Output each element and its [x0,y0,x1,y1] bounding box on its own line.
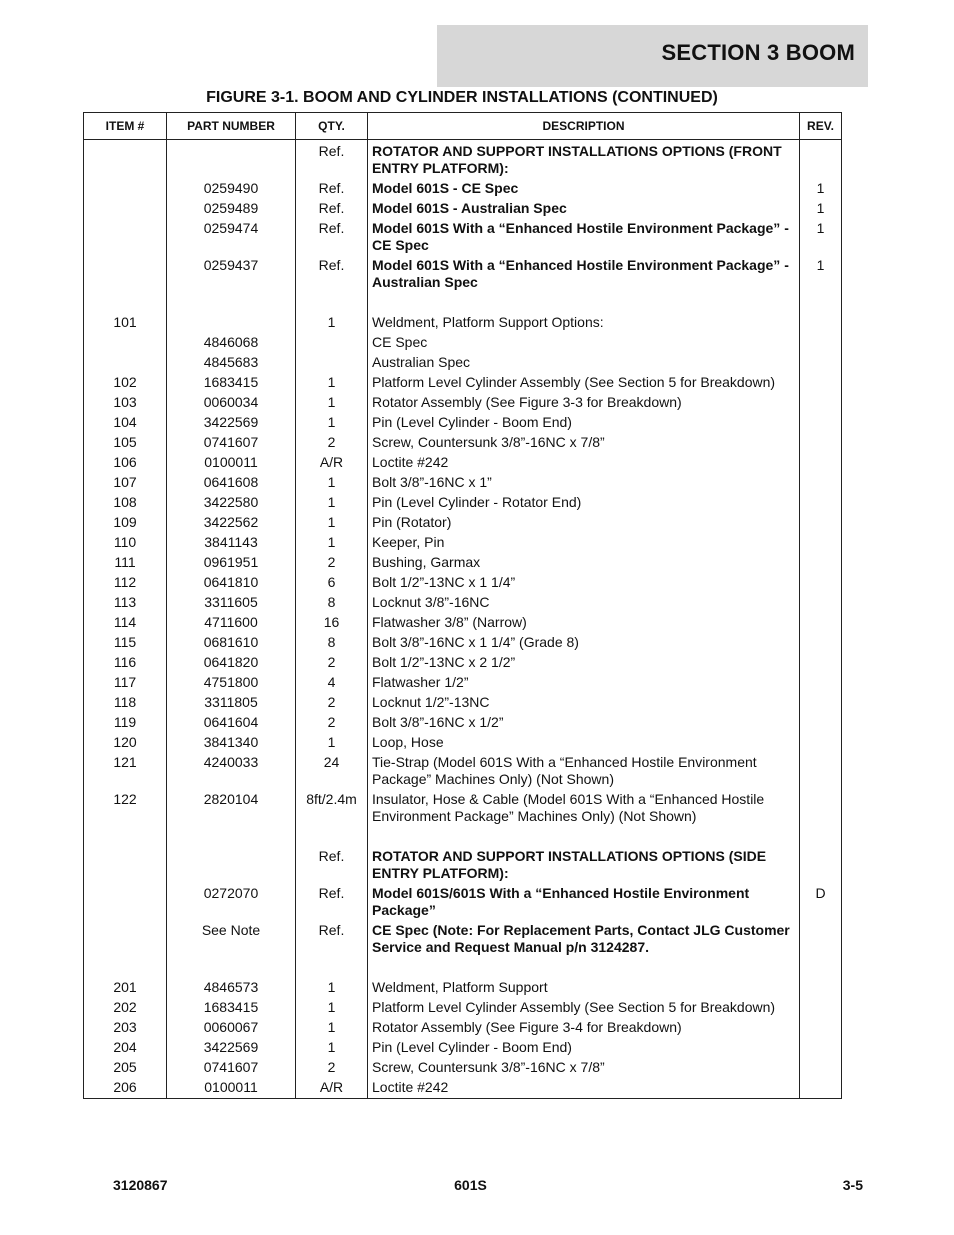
rev-cell [800,493,842,513]
col-header-qty: QTY. [296,113,368,140]
part-number-cell: 0641810 [167,573,296,593]
rev-cell [800,693,842,713]
description-cell: Model 601S With a “Enhanced Hostile Environment Package” - Australian Spec [368,256,800,293]
part-number-cell: 0100011 [167,453,296,473]
part-number-cell: 0641820 [167,653,296,673]
rev-cell [800,1078,842,1099]
qty-cell: 2 [296,433,368,453]
description-cell: Rotator Assembly (See Figure 3-3 for Breakdown) [368,393,800,413]
part-number-cell: 4240033 [167,753,296,790]
item-cell [84,884,167,921]
qty-cell: A/R [296,453,368,473]
table-row [84,140,842,180]
part-number-cell [167,827,296,847]
description-cell: Model 601S With a “Enhanced Hostile Environment Package” - CE Spec [368,219,800,256]
table-row [84,633,842,653]
rev-cell [800,653,842,673]
col-header-part-number: PART NUMBER [167,113,296,140]
table-row [84,333,842,353]
part-number-cell: 3422580 [167,493,296,513]
qty-cell: 1 [296,998,368,1018]
part-number-cell: 4845683 [167,353,296,373]
description-cell: Weldment, Platform Support Options: [368,313,800,333]
table-row [84,573,842,593]
table-row [84,313,842,333]
rev-cell [800,753,842,790]
description-cell: CE Spec (Note: For Replacement Parts, Contact JLG Customer Service and Request Manual p/n 3124287. [368,921,800,958]
description-cell: Insulator, Hose & Cable (Model 601S With a “Enhanced Hostile Environment Package” Machines Only) (Not Shown) [368,790,800,827]
table-header-row [84,113,842,140]
table-row [84,753,842,790]
qty-cell: 1 [296,733,368,753]
description-cell: Locknut 3/8”-16NC [368,593,800,613]
col-header-rev: REV. [800,113,842,140]
table-row [84,673,842,693]
item-cell: 104 [84,413,167,433]
qty-cell: Ref. [296,219,368,256]
rev-cell: 1 [800,219,842,256]
table-row [84,256,842,293]
table-row [84,733,842,753]
table-row [84,493,842,513]
item-cell: 122 [84,790,167,827]
rev-cell: 1 [800,199,842,219]
item-cell: 114 [84,613,167,633]
item-cell [84,199,167,219]
item-cell: 117 [84,673,167,693]
description-cell: Pin (Level Cylinder - Rotator End) [368,493,800,513]
description-cell [368,293,800,313]
item-cell: 203 [84,1018,167,1038]
table-row [84,847,842,884]
table-row [84,1038,842,1058]
rev-cell [800,573,842,593]
table-row [84,373,842,393]
rev-cell [800,333,842,353]
description-cell: Bolt 1/2”-13NC x 1 1/4” [368,573,800,593]
qty-cell: Ref. [296,179,368,199]
qty-cell: Ref. [296,884,368,921]
qty-cell: 1 [296,493,368,513]
rev-cell [800,633,842,653]
rev-cell [800,1058,842,1078]
qty-cell [296,333,368,353]
rev-cell: 1 [800,179,842,199]
qty-cell: 6 [296,573,368,593]
table-row [84,453,842,473]
part-number-cell: 0641604 [167,713,296,733]
rev-cell [800,1038,842,1058]
rev-cell [800,998,842,1018]
description-cell: Pin (Rotator) [368,513,800,533]
part-number-cell: 0961951 [167,553,296,573]
description-cell: Model 601S/601S With a “Enhanced Hostile Environment Package” [368,884,800,921]
rev-cell [800,958,842,978]
item-cell: 111 [84,553,167,573]
rev-cell [800,553,842,573]
part-number-cell: 3422569 [167,1038,296,1058]
part-number-cell: 3311805 [167,693,296,713]
part-number-cell [167,140,296,180]
qty-cell: Ref. [296,140,368,180]
rev-cell [800,433,842,453]
table-row [84,353,842,373]
description-cell: Flatwasher 3/8” (Narrow) [368,613,800,633]
table-row [84,513,842,533]
description-cell: Australian Spec [368,353,800,373]
item-cell: 102 [84,373,167,393]
table-row [84,827,842,847]
part-number-cell: 0259490 [167,179,296,199]
col-header-description: DESCRIPTION [368,113,800,140]
table-row [84,179,842,199]
item-cell: 113 [84,593,167,613]
item-cell [84,293,167,313]
part-number-cell: 4711600 [167,613,296,633]
rev-cell [800,1018,842,1038]
table-row [84,613,842,633]
part-number-cell: 1683415 [167,998,296,1018]
table-row [84,473,842,493]
rev-cell [800,473,842,493]
rev-cell [800,673,842,693]
rev-cell [800,921,842,958]
rev-cell [800,790,842,827]
part-number-cell: 0060067 [167,1018,296,1038]
qty-cell: 4 [296,673,368,693]
rev-cell [800,713,842,733]
table-row [84,921,842,958]
rev-cell [800,313,842,333]
part-number-cell: 0259474 [167,219,296,256]
part-number-cell [167,847,296,884]
rev-cell [800,140,842,180]
item-cell [84,219,167,256]
rev-cell [800,413,842,433]
qty-cell [296,958,368,978]
item-cell: 121 [84,753,167,790]
table-row [84,1078,842,1099]
qty-cell: 2 [296,1058,368,1078]
item-cell: 108 [84,493,167,513]
item-cell: 118 [84,693,167,713]
qty-cell: 24 [296,753,368,790]
item-cell [84,958,167,978]
table-row [84,978,842,998]
qty-cell: 1 [296,373,368,393]
description-cell: Model 601S - CE Spec [368,179,800,199]
qty-cell: 1 [296,533,368,553]
table-row [84,219,842,256]
description-cell: Platform Level Cylinder Assembly (See Section 5 for Breakdown) [368,998,800,1018]
qty-cell: 2 [296,713,368,733]
table-row [84,884,842,921]
item-cell [84,140,167,180]
part-number-cell: 2820104 [167,790,296,827]
qty-cell: 1 [296,1038,368,1058]
item-cell [84,921,167,958]
description-cell: Bolt 1/2”-13NC x 2 1/2” [368,653,800,673]
description-cell: Bolt 3/8”-16NC x 1” [368,473,800,493]
part-number-cell: 0741607 [167,433,296,453]
item-cell: 105 [84,433,167,453]
part-number-cell [167,293,296,313]
table-row [84,293,842,313]
description-cell: Bolt 3/8”-16NC x 1/2” [368,713,800,733]
part-number-cell: 3422562 [167,513,296,533]
table-row [84,533,842,553]
part-number-cell: 3422569 [167,413,296,433]
qty-cell: 2 [296,693,368,713]
qty-cell: Ref. [296,921,368,958]
qty-cell [296,293,368,313]
rev-cell: 1 [800,256,842,293]
table-row [84,958,842,978]
qty-cell [296,827,368,847]
description-cell: Pin (Level Cylinder - Boom End) [368,1038,800,1058]
item-cell [84,256,167,293]
description-cell: Bushing, Garmax [368,553,800,573]
item-cell: 206 [84,1078,167,1099]
part-number-cell: 3841143 [167,533,296,553]
item-cell: 201 [84,978,167,998]
figure-title: FIGURE 3-1. BOOM AND CYLINDER INSTALLATIONS (CONTINUED) [206,89,718,106]
part-number-cell: 0060034 [167,393,296,413]
part-number-cell: 0641608 [167,473,296,493]
table-row [84,199,842,219]
item-cell: 101 [84,313,167,333]
qty-cell: 1 [296,473,368,493]
table-row [84,393,842,413]
rev-cell [800,373,842,393]
description-cell: Weldment, Platform Support [368,978,800,998]
qty-cell: 1 [296,513,368,533]
section-title: SECTION 3 BOOM [661,40,855,65]
qty-cell: 1 [296,413,368,433]
col-header-item: ITEM # [84,113,167,140]
item-cell: 106 [84,453,167,473]
table-row [84,593,842,613]
section-header [437,25,868,87]
description-cell: Flatwasher 1/2” [368,673,800,693]
table-row [84,553,842,573]
part-number-cell: 4846573 [167,978,296,998]
item-cell [84,847,167,884]
rev-cell [800,353,842,373]
description-cell: Platform Level Cylinder Assembly (See Section 5 for Breakdown) [368,373,800,393]
item-cell: 109 [84,513,167,533]
item-cell: 115 [84,633,167,653]
qty-cell: A/R [296,1078,368,1099]
description-cell: Locknut 1/2”-13NC [368,693,800,713]
table-row [84,998,842,1018]
item-cell: 107 [84,473,167,493]
item-cell: 112 [84,573,167,593]
qty-cell: Ref. [296,847,368,884]
table-row [84,1058,842,1078]
description-cell [368,958,800,978]
description-cell: ROTATOR AND SUPPORT INSTALLATIONS OPTIONS (FRONT ENTRY PLATFORM): [368,140,800,180]
rev-cell [800,533,842,553]
parts-table-body [84,140,842,1099]
description-cell: Bolt 3/8”-16NC x 1 1/4” (Grade 8) [368,633,800,653]
description-cell: Keeper, Pin [368,533,800,553]
description-cell: Screw, Countersunk 3/8”-16NC x 7/8” [368,1058,800,1078]
rev-cell [800,847,842,884]
description-cell: Rotator Assembly (See Figure 3-4 for Breakdown) [368,1018,800,1038]
item-cell [84,333,167,353]
description-cell: ROTATOR AND SUPPORT INSTALLATIONS OPTIONS (SIDE ENTRY PLATFORM): [368,847,800,884]
rev-cell [800,593,842,613]
description-cell [368,827,800,847]
table-row [84,653,842,673]
table-row [84,1018,842,1038]
qty-cell: 8ft/2.4m [296,790,368,827]
rev-cell: D [800,884,842,921]
qty-cell [296,353,368,373]
item-cell [84,827,167,847]
item-cell: 120 [84,733,167,753]
item-cell: 110 [84,533,167,553]
part-number-cell: 3311605 [167,593,296,613]
qty-cell: 8 [296,633,368,653]
description-cell: Loctite #242 [368,1078,800,1099]
rev-cell [800,978,842,998]
part-number-cell: 0100011 [167,1078,296,1099]
part-number-cell: 0272070 [167,884,296,921]
rev-cell [800,393,842,413]
item-cell: 119 [84,713,167,733]
part-number-cell: 4846068 [167,333,296,353]
qty-cell: 2 [296,653,368,673]
rev-cell [800,733,842,753]
footer-model: 601S [454,1177,487,1193]
item-cell: 204 [84,1038,167,1058]
table-row [84,413,842,433]
rev-cell [800,513,842,533]
qty-cell: 2 [296,553,368,573]
qty-cell: 8 [296,593,368,613]
footer-page-number: 3-5 [842,1177,863,1193]
part-number-cell: 4751800 [167,673,296,693]
item-cell: 205 [84,1058,167,1078]
item-cell [84,353,167,373]
rev-cell [800,613,842,633]
description-cell: Screw, Countersunk 3/8”-16NC x 7/8” [368,433,800,453]
rev-cell [800,453,842,473]
description-cell: Loctite #242 [368,453,800,473]
description-cell: Loop, Hose [368,733,800,753]
part-number-cell: 0259489 [167,199,296,219]
qty-cell: 1 [296,393,368,413]
qty-cell: 1 [296,978,368,998]
part-number-cell: 0681610 [167,633,296,653]
part-number-cell: 1683415 [167,373,296,393]
part-number-cell: 0259437 [167,256,296,293]
part-number-cell: 0741607 [167,1058,296,1078]
item-cell: 116 [84,653,167,673]
part-number-cell [167,313,296,333]
rev-cell [800,293,842,313]
parts-table [83,112,842,1099]
footer-doc-number: 3120867 [113,1177,168,1193]
table-row [84,713,842,733]
table-row [84,790,842,827]
part-number-cell [167,958,296,978]
description-cell: Tie-Strap (Model 601S With a “Enhanced Hostile Environment Package” Machines Only) (Not Shown) [368,753,800,790]
item-cell [84,179,167,199]
qty-cell: 16 [296,613,368,633]
qty-cell: 1 [296,313,368,333]
description-cell: Model 601S - Australian Spec [368,199,800,219]
table-row [84,693,842,713]
part-number-cell: See Note [167,921,296,958]
description-cell: CE Spec [368,333,800,353]
description-cell: Pin (Level Cylinder - Boom End) [368,413,800,433]
table-row [84,433,842,453]
rev-cell [800,827,842,847]
item-cell: 202 [84,998,167,1018]
qty-cell: Ref. [296,199,368,219]
qty-cell: 1 [296,1018,368,1038]
item-cell: 103 [84,393,167,413]
qty-cell: Ref. [296,256,368,293]
part-number-cell: 3841340 [167,733,296,753]
